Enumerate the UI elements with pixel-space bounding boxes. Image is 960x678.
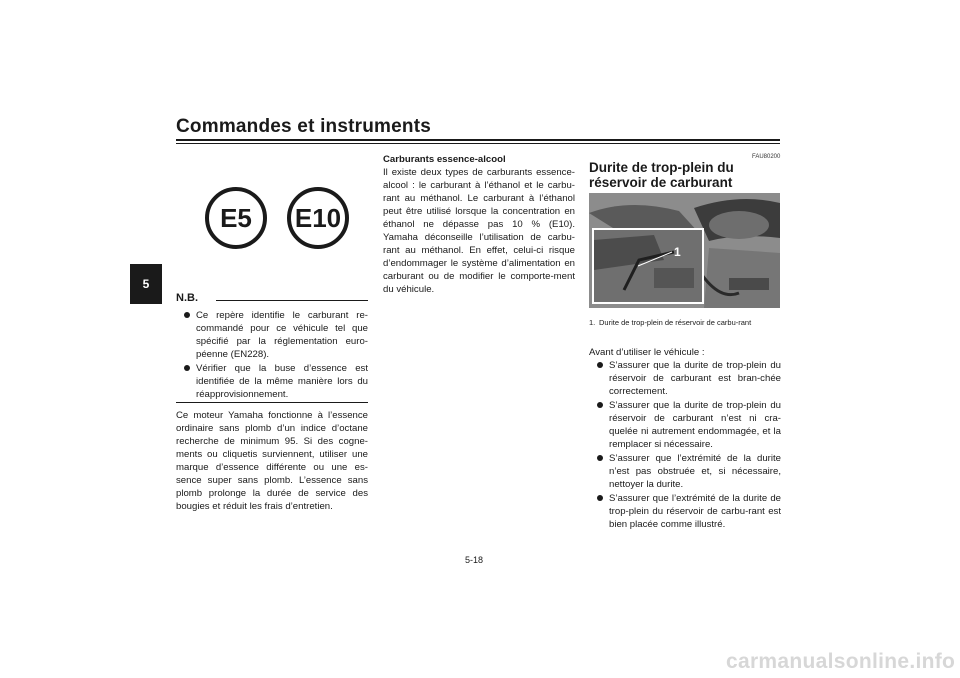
note-item: Vérifier que la buse d’essence est identifiée de la même manière lors du réapprovisionnement. [182,362,368,401]
alcohol-fuel-paragraph: Il existe deux types de carburants essence-alcool : le carburant à l’éthanol et le carbu-rant au méthanol. Le carburant à l’éthanol peut être utilisé lorsque la concentration en éthanol ne dépasse pas 10 % (E10). Yamaha déconseille l’utilisation de carbu-rant au méthanol. En effet, celui-ci risque d’endommager le système d’alimentation en carburant ou de modifier le comporte-ment du véhicule. [383,167,575,295]
note-list [182,309,368,402]
check-intro: Avant d’utiliser le véhicule : [589,347,705,358]
caption-number: 1. [589,318,596,327]
alcohol-fuel-subheading: Carburants essence-alcool [383,154,506,165]
chapter-tab: 5 [130,264,162,304]
header-rule-thin [176,143,780,144]
figure-caption [589,318,779,328]
check-item: S’assurer que la durite de trop-plein du réservoir de carburant n’est ni cra-quelée ni autrement endommagée, et la remplacer si nécessaire. [595,399,781,451]
page-number: 5-18 [465,555,484,565]
check-list [595,359,781,531]
hose-detail-graphic [594,230,702,302]
section-title: Durite de trop-plein du réservoir de carburant [589,160,734,190]
callout-number: 1 [674,245,681,259]
check-section [589,346,781,532]
doc-code: FAU80200 [752,154,781,160]
caption-text: Durite de trop-plein de réservoir de carbu-rant [599,318,752,327]
note-item: Ce repère identifie le carburant re-commandé pour ce véhicule tel que spécifié par la réglementation euro-péenne (EN228). [182,309,368,361]
watermark: carmanualsonline.info [726,650,956,673]
fuel-label-e10: E10 [287,187,349,249]
alcohol-fuel-section [383,153,575,296]
header-rule [176,139,780,141]
check-item: S’assurer que l’extrémité de la durite n’est pas obstruée et, si nécessaire, nettoyer la durite. [595,452,781,491]
fuel-label-e5: E5 [205,187,267,249]
check-item: S’assurer que l’extrémité de la durite de trop-plein du réservoir de carbu-rant est bien placée comme illustré. [595,492,781,531]
check-item: S’assurer que la durite de trop-plein du réservoir de carburant est bran-chée correctement. [595,359,781,398]
page-title: Commandes et instruments [176,116,432,137]
note-end-rule [176,402,368,403]
hose-detail-inset [592,228,704,304]
octane-paragraph: Ce moteur Yamaha fonctionne à l’essence ordinaire sans plomb d’un indice d’octane recherche de minimum 95. Si des cogne-ments ou cliquetis surviennent, utiliser une marque d’essence différente ou une es-sence super sans plomb. L’essence sans plomb prolonge la durée de service des bougies et réduit les frais d’entretien. [176,410,368,512]
note-rule [216,300,368,301]
note-label: N.B. [176,292,198,304]
